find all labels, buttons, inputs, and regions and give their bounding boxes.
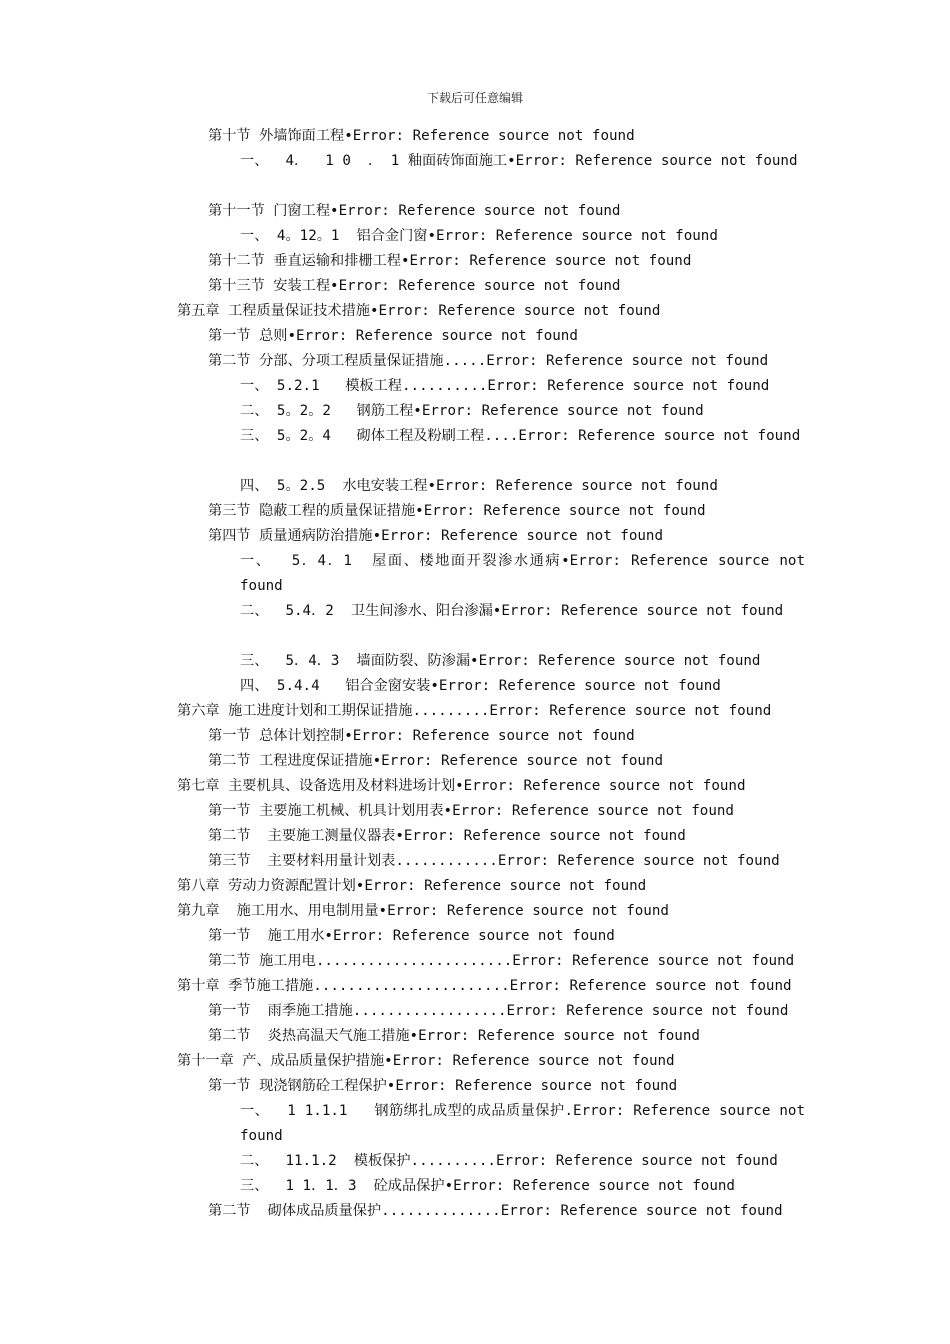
toc-entry[interactable]: 第十二节 垂直运输和排栅工程•Error: Reference source not found	[208, 253, 692, 269]
toc-entry[interactable]: 一、 5．4．1 屋面、楼地面开裂渗水通病•Error: Reference source not found	[240, 553, 814, 594]
toc-entry[interactable]: 第十一节 门窗工程•Error: Reference source not found	[208, 203, 621, 219]
toc-entry[interactable]: 三、 5．4．3 墙面防裂、防渗漏•Error: Reference source not found	[240, 653, 761, 669]
toc-entry[interactable]: 第二节 工程进度保证措施•Error: Reference source not found	[208, 753, 664, 769]
toc-entry[interactable]: 二、 11.1.2 模板保护..........Error: Reference source not found	[240, 1153, 778, 1169]
toc-entry[interactable]: 第一节 雨季施工措施..................Error: Reference source not found	[208, 1003, 789, 1019]
toc-entry[interactable]: 第二节 炎热高温天气施工措施•Error: Reference source not found	[208, 1028, 700, 1044]
toc-entry[interactable]: 第一节 现浇钢筋砼工程保护•Error: Reference source not found	[208, 1078, 678, 1094]
page-header: 下载后可任意编辑	[426, 91, 523, 105]
toc-entry[interactable]: 第十三节 安装工程•Error: Reference source not found	[208, 278, 621, 294]
toc-entry[interactable]: 三、 5。2。4 砌体工程及粉刷工程....Error: Reference source not found	[240, 428, 801, 444]
toc-entry[interactable]: 二、 5。2。2 钢筋工程•Error: Reference source not found	[240, 403, 704, 419]
toc-entry[interactable]: 四、 5.4.4 铝合金窗安装•Error: Reference source not found	[240, 678, 721, 694]
toc-entry[interactable]: 一、 5.2.1 模板工程..........Error: Reference source not found	[240, 378, 770, 394]
toc-entry[interactable]: 第九章 施工用水、用电制用量•Error: Reference source not found	[177, 903, 669, 919]
toc-entry[interactable]: 第三节 隐蔽工程的质量保证措施•Error: Reference source not found	[208, 503, 706, 519]
toc-entry[interactable]: 一、 4。12。1 铝合金门窗•Error: Reference source not found	[240, 228, 718, 244]
toc-entry[interactable]: 第三节 主要材料用量计划表............Error: Reference source not found	[208, 853, 780, 869]
toc-entry[interactable]: 第二节 砌体成品质量保护..............Error: Reference source not found	[208, 1203, 783, 1219]
toc-entry[interactable]: 二、 5.4．2 卫生间渗水、阳台渗漏•Error: Reference source not found	[240, 603, 784, 619]
toc-entry[interactable]: 一、 4． 1 0 ． 1 釉面砖饰面施工•Error: Reference source not found	[240, 153, 798, 169]
toc-entry[interactable]: 第一节 主要施工机械、机具计划用表•Error: Reference source not found	[208, 803, 734, 819]
toc-entry[interactable]: 第四节 质量通病防治措施•Error: Reference source not found	[208, 528, 664, 544]
toc-entry[interactable]: 第十章 季节施工措施.......................Error: Reference source not found	[177, 978, 792, 994]
toc-entry[interactable]: 三、 1 1．1．3 砼成品保护•Error: Reference source not found	[240, 1178, 735, 1194]
toc-entry[interactable]: 第七章 主要机具、设备选用及材料进场计划•Error: Reference source not found	[177, 778, 746, 794]
toc-entry[interactable]: 四、 5。2.5 水电安装工程•Error: Reference source not found	[240, 478, 718, 494]
toc-entry[interactable]: 第二节 分部、分项工程质量保证措施.....Error: Reference source not found	[208, 353, 769, 369]
toc-entry[interactable]: 第十节 外墙饰面工程•Error: Reference source not found	[208, 128, 635, 144]
toc-entry[interactable]: 第五章 工程质量保证技术措施•Error: Reference source not found	[177, 303, 661, 319]
toc-entry[interactable]: 第十一章 产、成品质量保护措施•Error: Reference source not found	[177, 1053, 675, 1069]
toc-entry[interactable]: 第一节 总体计划控制•Error: Reference source not found	[208, 728, 635, 744]
toc-entry[interactable]: 第二节 主要施工测量仪器表•Error: Reference source not found	[208, 828, 686, 844]
toc-entry[interactable]: 第二节 施工用电.......................Error: Reference source not found	[208, 953, 795, 969]
toc-entry[interactable]: 第一节 施工用水•Error: Reference source not found	[208, 928, 615, 944]
toc-entry[interactable]: 一、 1 1.1.1 钢筋绑扎成型的成品质量保护.Error: Reference source not found	[240, 1103, 814, 1144]
toc-entry[interactable]: 第一节 总则•Error: Reference source not found	[208, 328, 578, 344]
toc-entry[interactable]: 第六章 施工进度计划和工期保证措施.........Error: Reference source not found	[177, 703, 772, 719]
toc-entry[interactable]: 第八章 劳动力资源配置计划•Error: Reference source not found	[177, 878, 647, 894]
